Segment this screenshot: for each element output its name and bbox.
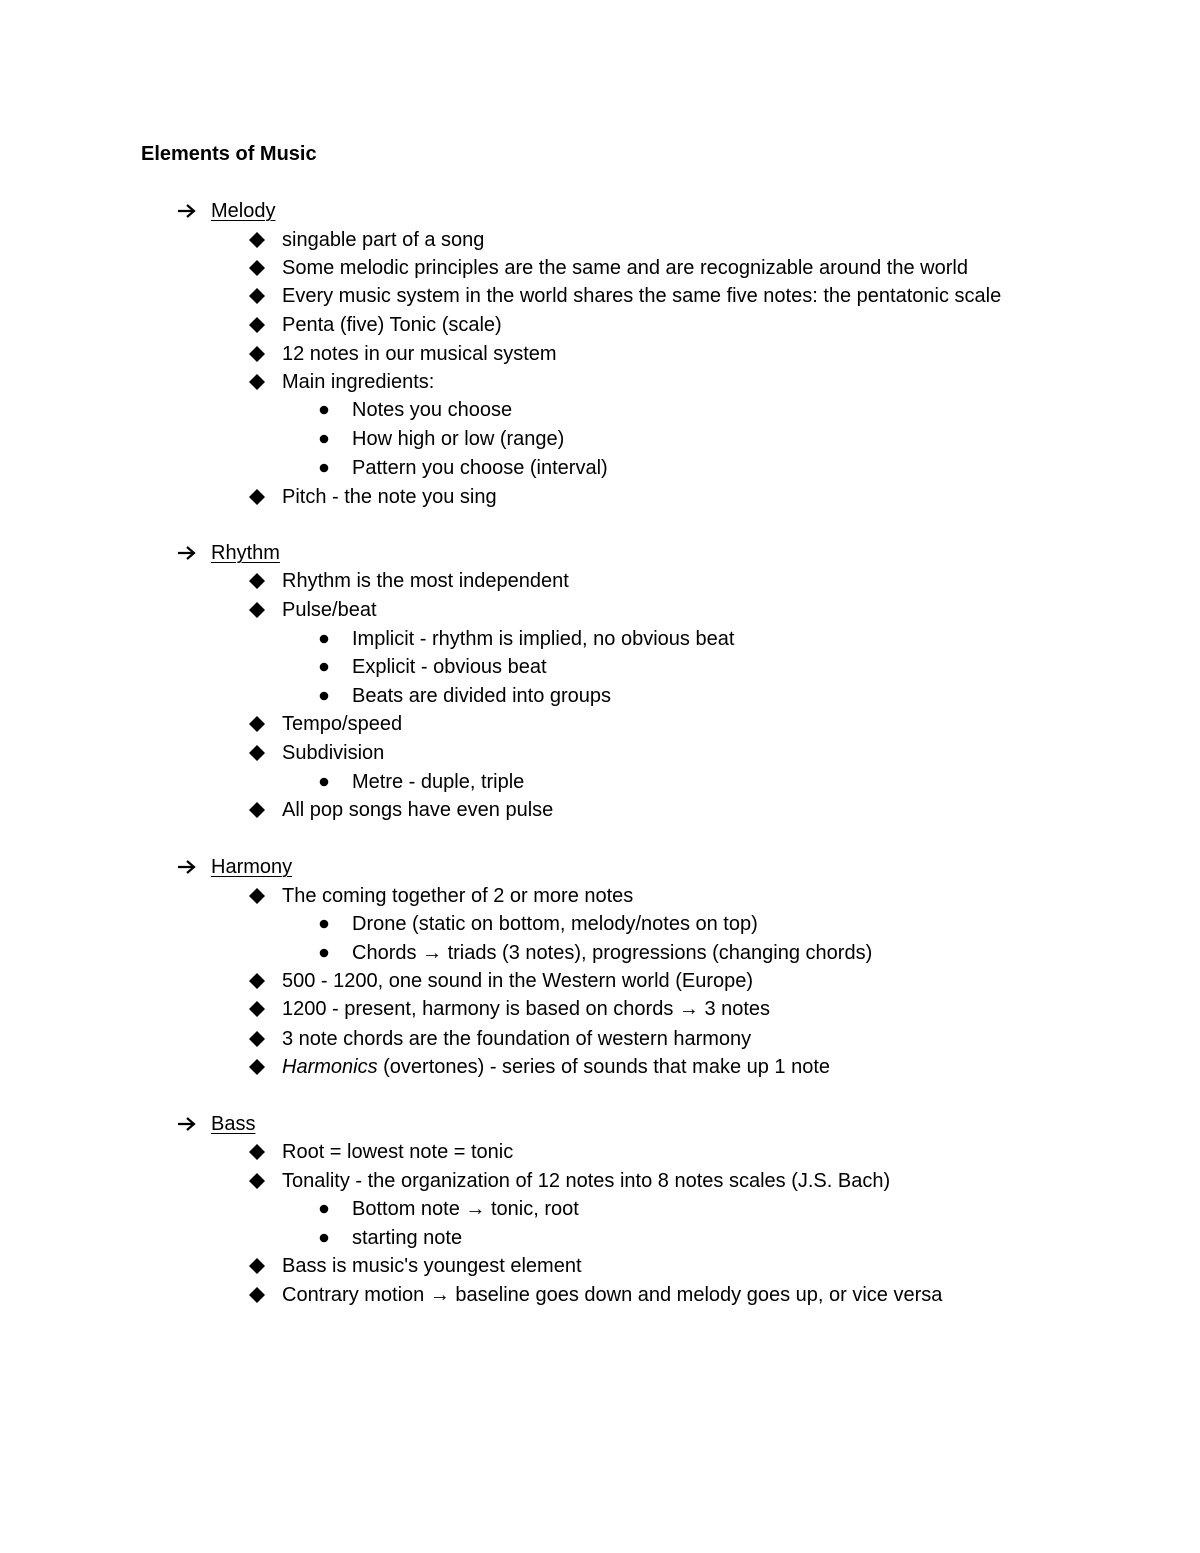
- diamond-bullet-icon: [248, 1139, 282, 1165]
- section-heading-melody: Melody: [176, 198, 275, 224]
- arrow-bullet-icon: [176, 540, 211, 566]
- list-item: Harmonics (overtones) - series of sounds that make up 1 note: [248, 1054, 830, 1080]
- list-item: 12 notes in our musical system: [248, 341, 557, 367]
- diamond-bullet-icon: [248, 484, 282, 510]
- diamond-bullet-icon: [248, 883, 282, 909]
- diamond-bullet-icon: [248, 227, 282, 253]
- dot-bullet-icon: [318, 426, 352, 452]
- list-subitem: Implicit - rhythm is implied, no obvious beat: [318, 626, 734, 652]
- list-subitem: Beats are divided into groups: [318, 683, 611, 709]
- diamond-bullet-icon: [248, 1026, 282, 1052]
- list-item: Pulse/beat: [248, 597, 377, 623]
- list-item: Contrary motion → baseline goes down and melody goes up, or vice versa: [248, 1282, 942, 1308]
- list-subitem: Drone (static on bottom, melody/notes on top): [318, 911, 758, 937]
- diamond-bullet-icon: [248, 369, 282, 395]
- diamond-bullet-icon: [248, 797, 282, 823]
- diamond-bullet-icon: [248, 711, 282, 737]
- section-heading-bass: Bass: [176, 1111, 255, 1137]
- list-subitem: Explicit - obvious beat: [318, 654, 547, 680]
- diamond-bullet-icon: [248, 312, 282, 338]
- diamond-bullet-icon: [248, 597, 282, 623]
- diamond-bullet-icon: [248, 740, 282, 766]
- diamond-bullet-icon: [248, 1168, 282, 1194]
- list-item: Root = lowest note = tonic: [248, 1139, 513, 1165]
- dot-bullet-icon: [318, 626, 352, 652]
- dot-bullet-icon: [318, 397, 352, 423]
- list-item: Some melodic principles are the same and are recognizable around the world: [248, 255, 968, 281]
- list-item: Every music system in the world shares the same five notes: the pentatonic scale: [248, 283, 1001, 309]
- document-title: Elements of Music: [141, 143, 317, 165]
- list-subitem: Bottom note → tonic, root: [318, 1196, 579, 1222]
- list-subitem: Pattern you choose (interval): [318, 455, 608, 481]
- list-item: Tempo/speed: [248, 711, 402, 737]
- dot-bullet-icon: [318, 1196, 352, 1222]
- list-subitem: Chords → triads (3 notes), progressions (changing chords): [318, 940, 872, 966]
- diamond-bullet-icon: [248, 996, 282, 1022]
- list-item: 3 note chords are the foundation of western harmony: [248, 1026, 751, 1052]
- list-item: singable part of a song: [248, 227, 484, 253]
- list-item: Bass is music's youngest element: [248, 1253, 582, 1279]
- dot-bullet-icon: [318, 1225, 352, 1251]
- arrow-bullet-icon: [176, 1111, 211, 1137]
- section-heading-rhythm: Rhythm: [176, 540, 280, 566]
- dot-bullet-icon: [318, 654, 352, 680]
- list-subitem: starting note: [318, 1225, 462, 1251]
- dot-bullet-icon: [318, 455, 352, 481]
- list-item: Pitch - the note you sing: [248, 484, 497, 510]
- arrow-bullet-icon: [176, 854, 211, 880]
- list-item: The coming together of 2 or more notes: [248, 883, 633, 909]
- dot-bullet-icon: [318, 683, 352, 709]
- list-item: Tonality - the organization of 12 notes into 8 notes scales (J.S. Bach): [248, 1168, 890, 1194]
- list-item: Rhythm is the most independent: [248, 568, 569, 594]
- list-item: Penta (five) Tonic (scale): [248, 312, 502, 338]
- section-heading-harmony: Harmony: [176, 854, 292, 880]
- diamond-bullet-icon: [248, 968, 282, 994]
- list-item: Main ingredients:: [248, 369, 434, 395]
- dot-bullet-icon: [318, 911, 352, 937]
- diamond-bullet-icon: [248, 255, 282, 281]
- arrow-bullet-icon: [176, 198, 211, 224]
- list-subitem: How high or low (range): [318, 426, 564, 452]
- diamond-bullet-icon: [248, 341, 282, 367]
- list-item: 500 - 1200, one sound in the Western world (Europe): [248, 968, 753, 994]
- diamond-bullet-icon: [248, 1253, 282, 1279]
- dot-bullet-icon: [318, 940, 352, 966]
- dot-bullet-icon: [318, 769, 352, 795]
- list-item: All pop songs have even pulse: [248, 797, 553, 823]
- diamond-bullet-icon: [248, 568, 282, 594]
- list-item: 1200 - present, harmony is based on chords → 3 notes: [248, 996, 770, 1022]
- diamond-bullet-icon: [248, 1054, 282, 1080]
- list-item: Subdivision: [248, 740, 384, 766]
- list-subitem: Notes you choose: [318, 397, 512, 423]
- list-subitem: Metre - duple, triple: [318, 769, 524, 795]
- diamond-bullet-icon: [248, 1282, 282, 1308]
- diamond-bullet-icon: [248, 283, 282, 309]
